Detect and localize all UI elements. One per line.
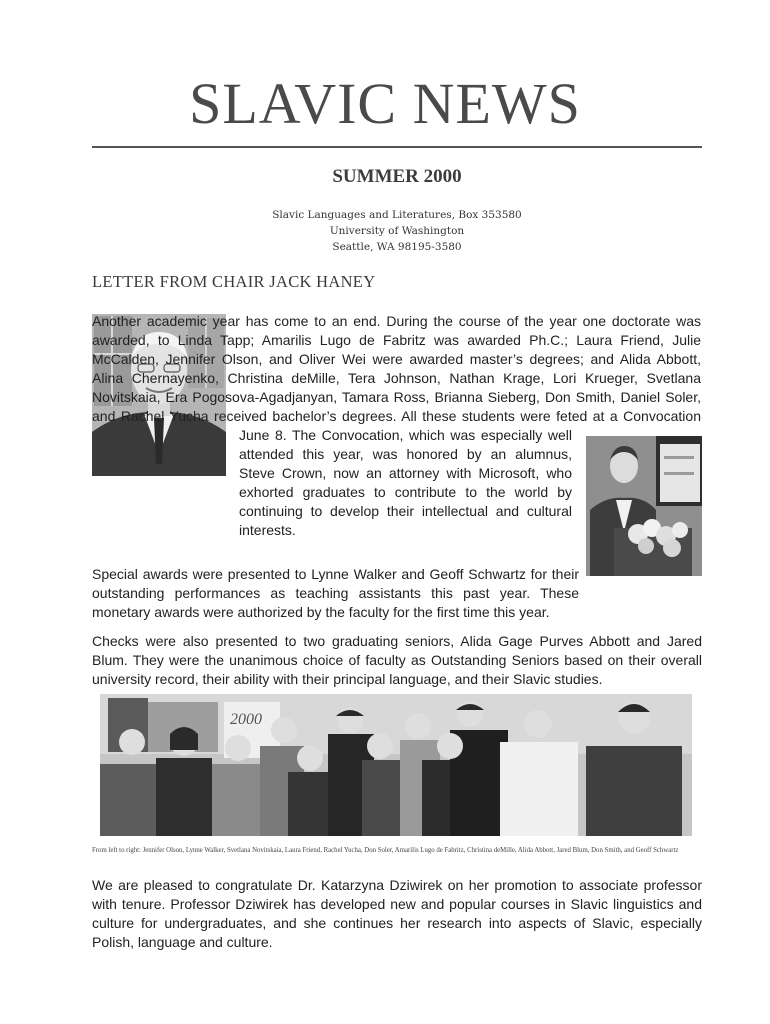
letter-paragraph-2: Special awards were presented to Lynne Walker and Geoff Schwartz for their outstanding performances as teaching assistants this past year. These monetary awards were authorized by the faculty for the first time this year. — [92, 566, 579, 620]
masthead-title: SLAVIC NEWS — [189, 71, 581, 136]
department-address — [92, 207, 702, 255]
masthead-rule — [92, 146, 702, 148]
letter-paragraph-1 — [92, 312, 702, 596]
address-line-1: Slavic Languages and Literatures, Box 353580 — [272, 209, 522, 221]
issue-date: SUMMER 2000 — [332, 166, 462, 187]
paragraph-1-text: Another academic year has come to an end. During the course of the year one doctorate was awarded, to Linda Tapp; Amarilis Lugo de Fabritz was awarded Ph.C.; Laura Friend, Julie McCalden, Jennifer Olson, and Oliver Wei were awarded master’s degrees; and Alida Abbott, Alina Chernayenko, Christina deMille, Tera Johnson, Nathan Krage, Lori Krueger, Svetlana Novitskaia, Era Pogosova-Agadjanyan, Tamara Ross, Brianna Sieberg, Don Smith, Daniel Soler, and Rachel Yucha received bachelor’s degrees. All these students were feted at a Convocation June 8. The Convocation, which was especially well attended this year, was honored by an alumnus, Steve Crown, now an attorney with Microsoft, who exhorted graduates to contribute to the world by continuing to develop their intellectual and cultural interests. — [92, 313, 701, 538]
address-line-3: Seattle, WA 98195-3580 — [332, 241, 462, 253]
group-photo-caption: From left to right: Jennifer Olson, Lynne Walker, Svetlana Novitskaia, Laura Friend, Rachel Yucha, Don Soler, Amarilis Lugo de Fabritz, Christina deMille, Alida Abbott, Jared Blum, Don Smith, and Geoff Schwartz — [92, 847, 679, 854]
address-line-2: University of Washington — [329, 225, 465, 237]
graduates-group-photo — [100, 694, 692, 836]
banner-2000-text: 2000 — [230, 711, 262, 728]
letter-paragraph-4: We are pleased to congratulate Dr. Katarzyna Dziwirek on her promotion to associate professor with tenure. Professor Dziwirek has developed new and popular courses in Slavic linguistics and culture for undergraduates, and she continues her research into aspects of Slavic, especially Polish, language and culture. — [92, 877, 702, 950]
letter-heading: LETTER FROM CHAIR JACK HANEY — [92, 272, 376, 291]
letter-paragraph-3: Checks were also presented to two graduating seniors, Alida Gage Purves Abbott and Jared Blum. They were the unanimous choice of faculty as Outstanding Seniors based on their overall university record, their ability with their principal language, and their Slavic studies. — [92, 633, 702, 687]
